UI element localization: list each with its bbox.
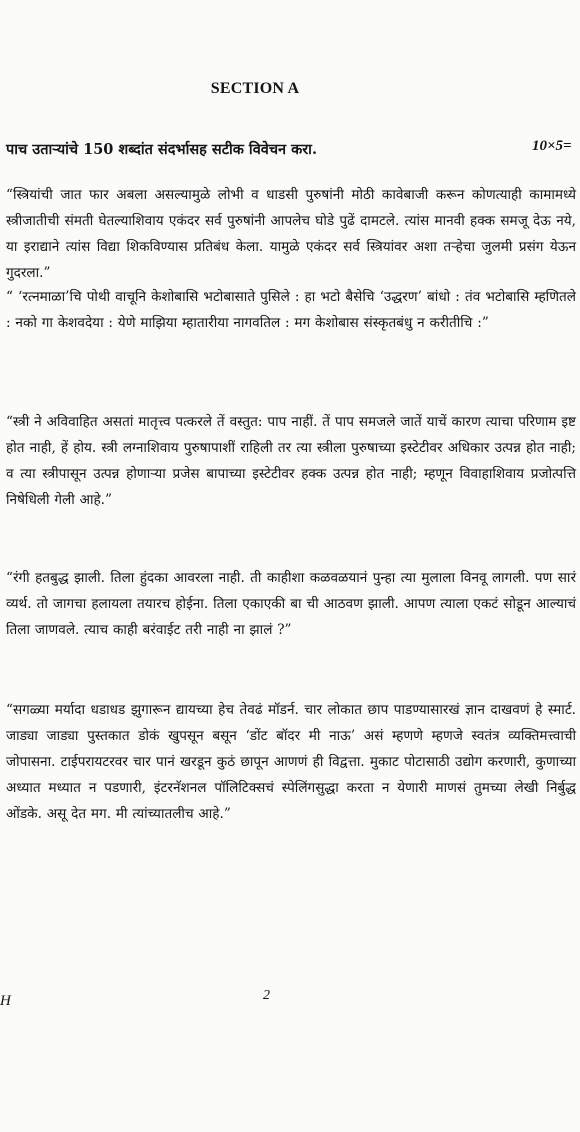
footer-code: H xyxy=(0,993,11,1009)
question-instruction: पाच उताऱ्यांचे 150 शब्दांत संदर्भासह सटीक विवेचन करा. xyxy=(6,141,317,158)
section-heading: SECTION A xyxy=(210,80,300,97)
passage-3: “स्त्री ने अविवाहित असतां मातृत्त्व पत्करले तें वस्तुत: पाप नाहीं. तें पाप समजले जातें याचें कारण त्याचा परिणाम इष्ट होत नाही, हें होय. स्त्री लग्नाशिवाय पुरुषापाशीं राहिली तर त्या स्त्रीला पुरुषाच्या इस्टेटीवर अधिकार उत्पन्न होत नाही; व त्या स्त्रीपासून उत्पन्न होणाऱ्या प्रजेस बापाच्या इस्टेटीवर हक्क उत्पन्न होत नाही; म्हणून विवाहाशिवाय प्रजोत्पत्ति निषेधिली गेली आहे.” xyxy=(6,414,576,508)
page-number: 2 xyxy=(263,988,270,1003)
passage-4: “रंगी हतबुद्ध झाली. तिला हुंदका आवरला नाही. ती काहीशा कळवळयानं पुन्हा त्या मुलाला विनवू लागली. पण सारं व्यर्थ. तो जागचा हलायला तयारच होईना. तिला एकाएकी बा ची आठवण झाली. आपण त्याला एकटं सोडून आल्याचं तिला जाणवले. त्याच काही बरंवाईट तरी नाही ना झालं ?” xyxy=(6,570,576,638)
passage-2: “ ‘रत्नमाळा’चि पोथी वाचूनि केशोबासि भटोबासाते पुसिले : हा भटो बैसेचि ‘उद्धरण’ बांधो : तंव भटोबासि म्हणितले : नको गा केशवदेया : येणे माझिया म्हातारीया नागवतिल : मग केशोबास संस्कृतबंधु न करीतीचि :” xyxy=(6,289,576,331)
passage-5: “सगळ्या मर्यादा धडाधड झुगारून द्यायच्या हेच तेवढं मॉडर्न. चार लोकात छाप पाडण्यासारखं ज्ञान दाखवणं हे स्मार्ट. जाड्या जाड्या पुस्तकात डोकं खुपसून बसून ‘डोंट बॉदर मी नाऊ’ असं म्हणणे म्हणजे स्वतंत्र व्यक्तिमत्त्वाची जोपासना. टाईपरायटरवर चार पानं खरडून कुठं छापून आणणं ही विद्वत्ता. मुकाट पोटासाठी उद्योग करणारी, कुणाच्या अध्यात मध्यात न पडणारी, इंटरनॅशनल पॉलिटिक्सचं स्पेलिंगसुद्धा करता न येणारी माणसं तुमच्या लेखी निर्बुद्ध ओंडके. असू देत मग. मी त्यांच्यातलीच आहे.” xyxy=(6,702,576,822)
marks-allocation: 10×5= xyxy=(532,138,572,154)
passage-1: “स्त्रियांची जात फार अबला असल्यामुळे लोभी व धाडसी पुरुषांनी मोठी कावेबाजी करून कोणत्याही कामामध्ये स्त्रीजातीची संमती घेतल्याशिवाय एकंदर सर्व पुरुषांनी आपलेच घोडे पुढें दामटले. त्यांस मानवी हक्क समजू देऊ नये, या इराद्याने त्यांस विद्या शिकविण्यास प्रतिबंध केला. यामुळे एकंदर सर्व स्त्रियांवर अशा तऱ्हेचा जुलमी प्रसंग येऊन गुदरला.” xyxy=(6,187,576,281)
